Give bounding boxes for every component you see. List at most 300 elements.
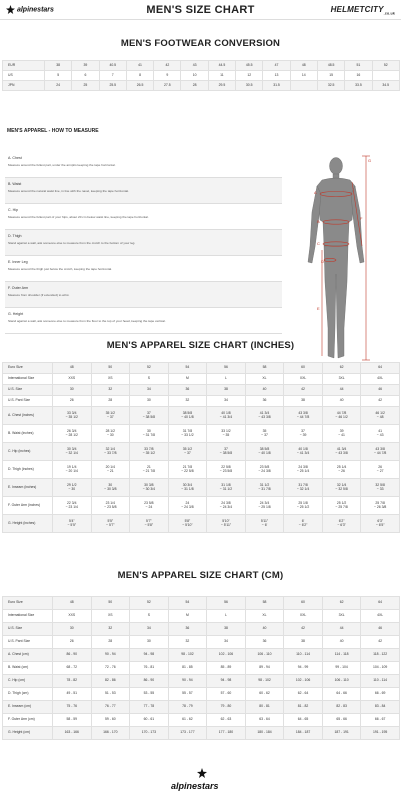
row-label: A. Chest (cm) [3,649,53,662]
table-cell: 27.5 [154,81,181,91]
table-row [3,61,400,71]
figure-letter-a: A [314,190,317,195]
measure-item-description: Measure around the natural waist line, in line with the navel, keeping the tape horizontal. [8,189,129,193]
figure-letter-b: B [317,219,320,224]
table-cell: 98 - 102 [168,649,207,662]
table-cell: 35 1/2 ~ 37 [91,407,130,425]
table-cell: XL [245,374,284,385]
table-cell: 41 3/4 ~ 43 3/8 [245,407,284,425]
table-cell: 46 [361,385,400,396]
table-cell: 52 [372,61,399,71]
row-label: JPN [3,81,45,91]
table-cell: 90 - 94 [168,675,207,688]
table-cell: 38 [284,396,323,407]
row-label: International Size [3,610,53,623]
table-cell: 82 - 83 [322,701,361,714]
table-cell: XXL [284,374,323,385]
row-label: B. Waist (cm) [3,662,53,675]
table-cell: 49 - 51 [53,688,92,701]
table-cell: 62 [322,363,361,374]
table-cell: 26.5 [126,81,153,91]
table-cell: 21 7/8 ~ 22 5/8 [168,461,207,479]
table-cell: 40 [322,636,361,649]
table-cell: 22 5/8 ~ 23 5/8 [207,461,246,479]
table-cell: 40 [322,396,361,407]
table-cell: 64 - 65 [284,714,323,727]
table-cell: 25 1/2 ~ 25 7/8 [322,497,361,515]
table-cell: 63 - 64 [245,714,284,727]
measure-item [5,152,282,178]
row-label: D. Thigh (cm) [3,688,53,701]
measure-item [5,256,282,282]
table-cell: 31 7/8 ~ 33 1/2 [168,425,207,443]
table-cell: 25 1/8 ~ 25 1/2 [284,497,323,515]
row-label: B. Waist (inches) [3,425,53,443]
table-cell: 52 [130,363,169,374]
table-cell: 59 - 60 [91,714,130,727]
table-cell: 34 [130,623,169,636]
table-cell: 56 [207,597,246,610]
table-cell: 66 - 69 [361,688,400,701]
table-cell: 81 - 82 [284,701,323,714]
table-row [3,479,400,497]
table-cell: 37 ~ 39 [284,425,323,443]
table-cell: 7 [99,71,126,81]
table-cell: 54 [168,363,207,374]
table-cell: 34 [130,385,169,396]
table-cell: 38 [207,623,246,636]
table-cell: 29 1/2 ~ 30 [53,479,92,497]
table-cell: 163 - 166 [53,727,92,740]
body-measure-figure [300,150,372,372]
table-cell: 44 [322,385,361,396]
table-cell: 34.5 [372,81,399,91]
table-cell: 86 - 90 [53,649,92,662]
table-cell: 177 - 180 [207,727,246,740]
measure-item-name: B. Waist [8,182,22,186]
table-cell: 106 - 110 [245,649,284,662]
table-cell: 81 - 85 [168,662,207,675]
table-cell: 187 - 191 [322,727,361,740]
table-cell: 58 [245,363,284,374]
table-cell: 83 - 84 [361,701,400,714]
table-cell: 38 [284,636,323,649]
table-cell [290,81,317,91]
table-row [3,662,400,675]
table-cell: 65 - 66 [322,714,361,727]
table-cell: 38 [207,385,246,396]
footwear-title: MEN'S FOOTWEAR CONVERSION [120,38,281,49]
table-cell: 6 [72,71,99,81]
table-cell: 42 [284,623,323,636]
table-cell: 94 - 98 [207,675,246,688]
table-cell: 40 1/8 ~ 41 3/4 [207,407,246,425]
table-cell: L [207,374,246,385]
table-cell: 173 - 177 [168,727,207,740]
table-row [3,649,400,662]
cm-title: MEN'S APPAREL SIZE CHART (CM) [117,570,284,581]
table-cell: 45.5 [236,61,263,71]
row-label: D. Thigh (inches) [3,461,53,479]
row-label: F. Outer Arm (inches) [3,497,53,515]
table-cell: 24 [45,81,72,91]
table-cell: 48 [53,597,92,610]
table-cell: 78 - 79 [168,701,207,714]
row-label: U.S. Pant Size [3,396,53,407]
table-cell: 94 - 98 [130,649,169,662]
table-row [3,81,400,91]
table-cell: 5'11" ~ 6' [245,515,284,533]
table-cell: 3XL [322,374,361,385]
cm-table [2,596,400,740]
row-label: A. Chest (inches) [3,407,53,425]
table-cell: 40.5 [99,61,126,71]
table-cell: 23 1/4 ~ 23 5/8 [91,497,130,515]
table-cell: 6'3" ~ 6'5" [361,515,400,533]
table-cell: 30 3/8 ~ 30 3/4 [130,479,169,497]
table-cell [372,71,399,81]
table-cell: 89 - 94 [245,662,284,675]
table-cell: 5 [45,71,72,81]
table-cell: 30 3/4 ~ 31 1/8 [168,479,207,497]
table-cell: 77 - 78 [130,701,169,714]
table-cell: 60 [284,363,323,374]
table-cell: 5'4" ~ 5'5" [53,515,92,533]
figure-letter-e: E [317,306,320,311]
table-cell: 106 - 110 [322,675,361,688]
measure-item-name: C. Hip [8,208,18,212]
table-cell: 110 - 114 [361,675,400,688]
table-cell: 43 [181,61,208,71]
table-cell: 76 - 81 [130,662,169,675]
table-cell: 36 [168,385,207,396]
row-label: F. Outer Arm (cm) [3,714,53,727]
figure-letter-g: G [368,158,372,163]
measure-item-description: Measure around the fullest part, under the armpits keeping the tape horizontal. [8,163,116,167]
table-cell: 5'8" ~ 5'10" [168,515,207,533]
table-cell: 31 1/2 ~ 31 7/8 [245,479,284,497]
table-cell: 28 1/2 ~ 30 [91,425,130,443]
measure-item [5,204,282,230]
table-cell: 25 [72,81,99,91]
row-label: C. Hip (inches) [3,443,53,461]
table-row [3,374,400,385]
table-cell: 24 3/8 ~ 24 3/4 [207,497,246,515]
table-row [3,610,400,623]
table-cell: 5'5" ~ 5'7" [91,515,130,533]
table-cell: 42 [154,61,181,71]
table-cell: 191 - 195 [361,727,400,740]
footer-logo: alpinestars [165,768,237,796]
table-cell: 78 - 82 [53,675,92,688]
table-cell: 68 - 72 [53,662,92,675]
row-label: Euro Size [3,363,53,374]
figure-letter-f: F [360,216,363,221]
table-cell: 41 3/4 ~ 43 3/8 [322,443,361,461]
table-cell: 32 1/4 ~ 33 7/8 [91,443,130,461]
table-cell: 52 [130,597,169,610]
table-cell: 31.5 [263,81,290,91]
table-cell: 118 - 122 [361,649,400,662]
table-cell: 40 [245,623,284,636]
table-cell: 38 5/8 ~ 40 1/8 [245,443,284,461]
table-row [3,701,400,714]
table-cell: 11 [208,71,235,81]
table-cell: 26 3/4 ~ 28 1/2 [53,425,92,443]
row-label: E. Inseam (inches) [3,479,53,497]
table-row [3,71,400,81]
table-cell: 56 [207,363,246,374]
table-cell: 31 1/8 ~ 31 1/2 [207,479,246,497]
table-cell: 30 ~ 30 3/8 [91,479,130,497]
table-cell: 46 [361,623,400,636]
row-label: U.S. Size [3,623,53,636]
table-cell: 170 - 173 [130,727,169,740]
measure-item-description: Stand against a wall, ask someone else to measure from the crotch to the bottom of your leg. [8,241,136,245]
table-cell: 28 [181,81,208,91]
table-cell: XS [91,374,130,385]
table-row [3,363,400,374]
table-cell: 184 - 187 [284,727,323,740]
table-cell: 58 - 59 [53,714,92,727]
table-cell: 61 - 62 [168,714,207,727]
table-cell: 40 1/8 ~ 41 3/4 [284,443,323,461]
measure-item [5,178,282,204]
inches-title: MEN'S APPAREL SIZE CHART (INCHES) [106,340,295,351]
table-cell: 64 - 66 [322,688,361,701]
table-cell: 72 - 76 [91,662,130,675]
table-cell: 62 - 64 [284,688,323,701]
table-cell: XXS [53,610,92,623]
table-cell: 36 [245,636,284,649]
table-cell: M [168,610,207,623]
table-row [3,497,400,515]
table-cell: 37 ~ 38 5/8 [207,443,246,461]
table-cell: 24 3/4 ~ 25 1/8 [245,497,284,515]
figure-letter-d: D [321,259,324,264]
table-cell: 35 1/2 ~ 37 [168,443,207,461]
table-cell: 3XL [322,610,361,623]
table-cell: 4XL [361,610,400,623]
table-cell: 31 7/8 ~ 32 1/4 [284,479,323,497]
table-cell: 46 1/2 ~ 48 [361,407,400,425]
table-cell: 102 - 106 [207,649,246,662]
table-cell: 4XL [361,374,400,385]
table-cell: 12 [236,71,263,81]
table-cell: 64 [361,363,400,374]
footwear-table [2,60,400,91]
table-cell: 35 ~ 37 [245,425,284,443]
table-row [3,407,400,425]
table-cell: S [130,610,169,623]
table-row [3,597,400,610]
row-label: International Size [3,374,53,385]
table-cell: 34 [207,396,246,407]
table-cell: S [130,374,169,385]
row-label: Euro Size [3,597,53,610]
table-cell: 43 3/8 ~ 44 7/8 [284,407,323,425]
measure-title: MEN'S APPAREL - HOW TO MEASURE [7,128,99,134]
table-cell: 29.5 [208,81,235,91]
table-cell: 60 [284,597,323,610]
table-cell: 44 7/8 ~ 46 1/2 [322,407,361,425]
table-cell: 20 1/4 ~ 21 [91,461,130,479]
table-cell: 5'10" ~ 5'11" [207,515,246,533]
table-row [3,675,400,688]
measure-item [5,282,282,308]
table-cell: 24 ~ 24 3/8 [168,497,207,515]
table-cell: 30 [53,623,92,636]
table-cell: 94 - 99 [284,662,323,675]
table-cell: 32 [168,636,207,649]
table-cell: 62 - 63 [207,714,246,727]
table-cell: 30.5 [236,81,263,91]
table-cell: L [207,610,246,623]
table-cell: 114 - 118 [322,649,361,662]
measure-item-description: Stand against a wall, ask someone else to measure from the floor to the top of your head, keeping the tape vertical. [8,319,166,323]
row-label: EUR [3,61,45,71]
table-cell: 66 - 67 [361,714,400,727]
table-cell: 32 [91,623,130,636]
row-label: US [3,71,45,81]
table-cell: 36 [245,396,284,407]
measure-item-name: E. Inner Leg [8,260,28,264]
alpinestars-logo: alpinestars [6,5,54,14]
table-cell: 14 [290,71,317,81]
table-cell: 64 [361,597,400,610]
table-cell: 30 [130,396,169,407]
table-cell: 42 [361,396,400,407]
table-cell: 86 - 90 [130,675,169,688]
table-cell: 32 [91,385,130,396]
table-cell: 79 - 80 [207,701,246,714]
page-header [0,0,401,20]
table-cell: 60 - 62 [245,688,284,701]
table-row [3,396,400,407]
measure-item-name: G. Height [8,312,24,316]
table-cell: 23 5/8 ~ 24 3/8 [245,461,284,479]
measure-item-name: F. Outer Arm [8,286,29,290]
table-cell: 41 [126,61,153,71]
table-cell: 33 1/2 ~ 35 [207,425,246,443]
row-label: U.S. Size [3,385,53,396]
table-cell: 25.5 [99,81,126,91]
table-cell: 32 1/4 ~ 32 5/8 [322,479,361,497]
table-cell: 19 1/4 ~ 20 1/4 [53,461,92,479]
page-title: MEN'S SIZE CHART [146,4,255,16]
table-cell: 62 [322,597,361,610]
table-cell: 98 - 102 [245,675,284,688]
table-cell: 6' ~ 6'2" [284,515,323,533]
measure-item-description: Measure around the fullest part of your hips, about 20 cm below waist line, keeping the tape horizontal. [8,215,149,219]
table-cell: 36 [168,623,207,636]
table-cell: 38 5/8 ~ 40 1/8 [168,407,207,425]
table-row [3,714,400,727]
table-cell: 51 - 53 [91,688,130,701]
table-cell: 26 [53,396,92,407]
table-cell: 21 ~ 21 7/8 [130,461,169,479]
table-cell: 50 [91,363,130,374]
table-row [3,636,400,649]
table-cell: 32 5/8 ~ 33 [361,479,400,497]
table-cell: 38 [45,61,72,71]
table-cell: XXL [284,610,323,623]
table-row [3,385,400,396]
table-cell: 30 ~ 31 7/8 [130,425,169,443]
table-cell: 44 [322,623,361,636]
table-cell: 85 - 89 [207,662,246,675]
table-cell: 40 [245,385,284,396]
table-cell: 30 [53,385,92,396]
table-row [3,425,400,443]
table-cell: 6'2" ~ 6'3" [322,515,361,533]
table-cell: 24 3/8 ~ 25 1/4 [284,461,323,479]
measure-item-description: Measure from shoulder (if extended) to wrist. [8,293,70,297]
table-cell: 48.5 [317,61,344,71]
table-cell: 28 [91,396,130,407]
table-cell: 33.5 [345,81,372,91]
table-row [3,461,400,479]
table-cell: 41 ~ 43 [361,425,400,443]
table-cell: 15 [317,71,344,81]
table-cell: 22 3/4 ~ 23 1/4 [53,497,92,515]
table-cell: 39 [72,61,99,71]
table-cell: 80 - 81 [245,701,284,714]
row-label: U.S. Pant Size [3,636,53,649]
table-cell: 99 - 104 [322,662,361,675]
table-cell: 26 [53,636,92,649]
row-label: G. Height (cm) [3,727,53,740]
table-cell: 48 [290,61,317,71]
figure-letter-c: C [317,241,320,246]
row-label: E. Inseam (cm) [3,701,53,714]
table-cell: 110 - 114 [284,649,323,662]
table-cell: 37 ~ 38 5/8 [130,407,169,425]
table-cell: XXS [53,374,92,385]
table-cell: 166 - 170 [91,727,130,740]
table-row [3,688,400,701]
table-cell: 26 ~ 27 [361,461,400,479]
measure-item-name: D. Thigh [8,234,22,238]
table-cell: 33 3/4 ~ 35 1/2 [53,407,92,425]
table-cell: M [168,374,207,385]
measure-item-description: Measure around the thigh just below the crotch, keeping the tape horizontal. [8,267,113,271]
table-cell: 53 - 55 [130,688,169,701]
table-cell: 23 5/8 ~ 24 [130,497,169,515]
table-cell: 48 [53,363,92,374]
table-row [3,443,400,461]
inches-table [2,362,400,533]
measure-item-name: A. Chest [8,156,22,160]
table-cell: 5'7" ~ 5'8" [130,515,169,533]
table-cell: 32.5 [317,81,344,91]
table-cell: 8 [126,71,153,81]
table-cell: 39 ~ 41 [322,425,361,443]
table-row [3,515,400,533]
row-label: G. Height (inches) [3,515,53,533]
table-cell: 55 - 57 [168,688,207,701]
table-cell: 44.5 [208,61,235,71]
table-cell: 25 1/4 ~ 26 [322,461,361,479]
table-cell: 58 [245,597,284,610]
table-cell: 47 [263,61,290,71]
table-cell: 104 - 109 [361,662,400,675]
table-cell: 60 - 61 [130,714,169,727]
table-cell: 54 [168,597,207,610]
table-cell: 50 [91,597,130,610]
table-cell: 9 [154,71,181,81]
table-cell: 42 [284,385,323,396]
